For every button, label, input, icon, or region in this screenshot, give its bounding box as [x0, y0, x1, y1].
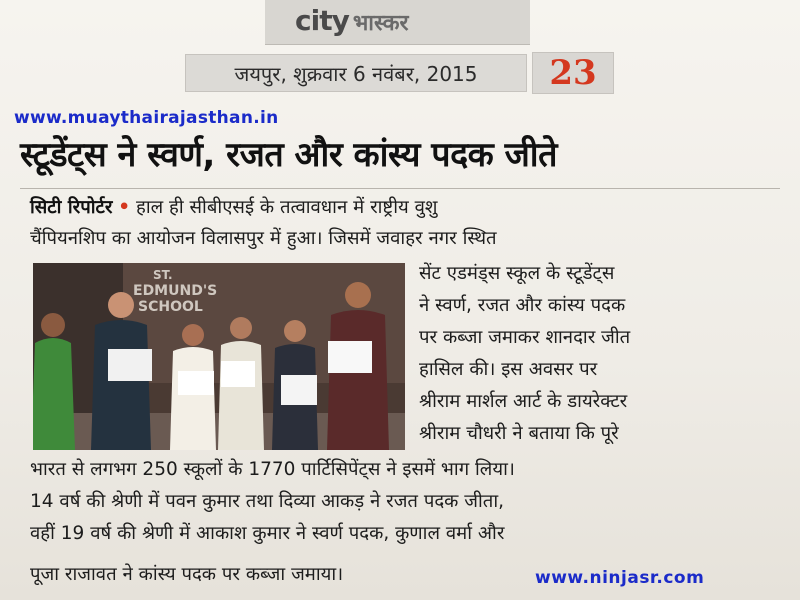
headline-rule	[20, 188, 780, 189]
brand-bhaskar: भास्कर	[352, 11, 409, 36]
article-line-11: वहीं 19 वर्ष की श्रेणी में आकाश कुमार ने स्वर्ण पदक, कुणाल वर्मा और	[30, 523, 505, 544]
byline-bullet: •	[118, 197, 131, 218]
article-line-1	[30, 199, 438, 218]
sign-text-1: ST.	[153, 268, 173, 282]
website-top: www.muaythairajasthan.in	[14, 108, 279, 128]
page-number-box	[532, 52, 614, 94]
article-line-4: ने स्वर्ण, रजत और कांस्य पदक	[419, 295, 626, 316]
reporter-byline: सिटी रिपोर्टर	[30, 197, 113, 218]
article-line-5: पर कब्जा जमाकर शानदार जीत	[419, 327, 631, 348]
article-line-7: श्रीराम मार्शल आर्ट के डायरेक्टर	[419, 391, 628, 412]
brand-city: city	[295, 4, 349, 37]
news-photo	[33, 263, 405, 450]
page-number: 23	[549, 53, 597, 93]
article-line-12: पूजा राजावत ने कांस्य पदक पर कब्जा जमाया।	[30, 564, 344, 585]
article-text: हाल ही सीबीएसई के तत्वावधान में राष्ट्रीय वुशु	[136, 197, 438, 218]
brand-logo	[295, 4, 408, 40]
article-line-9: भारत से लगभग 250 स्कूलों के 1770 पार्टिसिपेंट्स ने इसमें भाग लिया।	[30, 459, 515, 480]
article-line-6: हासिल की। इस अवसर पर	[419, 359, 598, 380]
sign-text-3: SCHOOL	[138, 299, 203, 315]
article-line-10: 14 वर्ष की श्रेणी में पवन कुमार तथा दिव्या आकड़ ने रजत पदक जीता,	[30, 491, 505, 512]
sign-text-2: EDMUND'S	[133, 283, 218, 299]
dateline: जयपुर, शुक्रवार 6 नवंबर, 2015	[185, 54, 527, 92]
article-line-2: चैंपियनशिप का आयोजन विलासपुर में हुआ। जिसमें जवाहर नगर स्थित	[30, 228, 497, 249]
article-line-8: श्रीराम चौधरी ने बताया कि पूरे	[419, 423, 619, 444]
students-photo-illustration	[33, 263, 405, 450]
article-line-3: सेंट एडमंड्स स्कूल के स्टूडेंट्स	[419, 263, 615, 284]
headline: स्टूडेंट्स ने स्वर्ण, रजत और कांस्य पदक जीते	[20, 135, 557, 175]
website-bottom: www.ninjasr.com	[535, 568, 705, 588]
masthead	[265, 0, 530, 45]
